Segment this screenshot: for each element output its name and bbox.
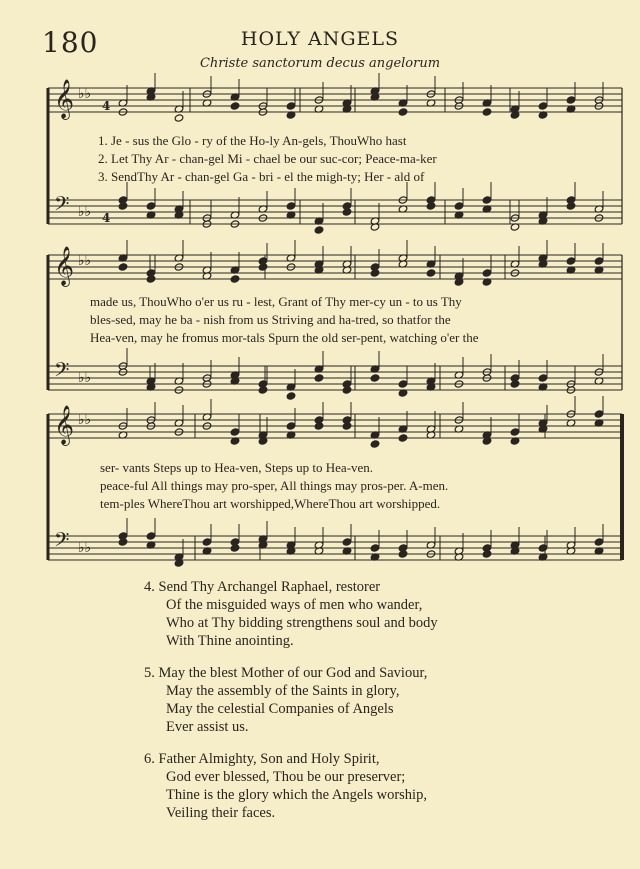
time-signature: 4: [102, 99, 111, 113]
note-head: [202, 538, 212, 546]
treble-clef-icon: 𝄞: [54, 79, 75, 119]
stanza-5: [144, 664, 438, 736]
bass-clef-icon: 𝄢: [54, 358, 70, 386]
lyric-line: made us, ThouWho o'er us ru - lest, Grant of Thy mer-cy un - to us Thy: [90, 294, 462, 309]
stanza-4: [144, 578, 438, 650]
note-head: [566, 257, 576, 265]
note-head: [454, 202, 464, 210]
note-head: [286, 422, 296, 430]
bass-clef-icon: 𝄢: [54, 528, 70, 556]
note-head: [230, 102, 240, 110]
flat-icon: ♭♭: [78, 370, 92, 386]
note-head: [370, 544, 380, 552]
flat-icon: ♭♭: [78, 540, 92, 556]
note-head: [594, 410, 604, 418]
note-head: [398, 380, 408, 388]
note-head: [230, 275, 240, 283]
stanza-line: Ever assist us.: [166, 719, 249, 735]
note-head: [594, 257, 604, 265]
note-head: [566, 96, 576, 104]
lyric-line: 1. Je - sus the Glo - ry of the Ho-ly An-gels, ThouWho hast: [98, 133, 407, 148]
note-head: [230, 428, 240, 436]
stanza-6: [144, 750, 438, 822]
note-head: [538, 102, 548, 110]
flat-icon: ♭♭: [78, 204, 92, 220]
stanza-line: 6. Father Almighty, Son and Holy Spirit,: [144, 751, 380, 767]
flat-icon: ♭♭: [78, 86, 92, 102]
lyric-line: tem-ples WhereThou art worshipped,WhereThou art worshipped.: [100, 496, 441, 511]
lyric-line: 3. SendThy Ar - chan-gel Ga - bri - el the migh-ty; Her - ald of: [98, 169, 425, 184]
note-head: [146, 202, 156, 210]
note-head: [314, 226, 324, 234]
note-head: [398, 434, 408, 442]
stanza-line: Of the misguided ways of men who wander,: [166, 597, 423, 613]
note-head: [398, 108, 408, 116]
lyric-line: ser- vants Steps up to Hea-ven, Steps up to Hea-ven.: [100, 460, 374, 475]
additional-verses: [144, 578, 438, 836]
treble-clef-icon: 𝄞: [54, 405, 75, 445]
note-head: [286, 102, 296, 110]
note-head: [538, 374, 548, 382]
note-head: [594, 538, 604, 546]
note-head: [370, 374, 380, 382]
hymn-title: HOLY ANGELS: [240, 28, 400, 50]
lyric-line: Hea-ven, may he fromus mor-tals Spurn the old ser-pent, watching o'er the: [90, 330, 479, 345]
note-head: [146, 532, 156, 540]
stanza-line: 5. May the blest Mother of our God and Saviour,: [144, 665, 428, 681]
page-number: 180: [42, 26, 99, 59]
lyric-line: 2. Let Thy Ar - chan-gel Mi - chael be our suc-cor; Peace-ma-ker: [98, 151, 437, 166]
note-head: [482, 269, 492, 277]
stanza-line: God ever blessed, Thou be our preserver;: [166, 769, 406, 785]
note-head: [370, 440, 380, 448]
stanza-line: May the assembly of the Saints in glory,: [166, 683, 400, 699]
lyric-line: bles-sed, may he ba - nish from us Striving and ha-tred, so thatfor the: [90, 312, 451, 327]
note-head: [482, 108, 492, 116]
note-head: [286, 392, 296, 400]
flat-icon: ♭♭: [78, 412, 92, 428]
note-head: [538, 544, 548, 552]
stanza-line: Thine is the glory which the Angels worship,: [166, 787, 427, 803]
stanza-line: May the celestial Companies of Angels: [166, 701, 394, 717]
latin-title: Christe sanctorum decus angelorum: [199, 56, 441, 71]
note-head: [286, 202, 296, 210]
note-head: [426, 269, 436, 277]
stanza-line: Veiling their faces.: [166, 805, 276, 821]
note-head: [342, 538, 352, 546]
note-head: [314, 374, 324, 382]
time-signature: 4: [102, 211, 111, 225]
note-head: [118, 263, 128, 271]
stanza-line: 4. Send Thy Archangel Raphael, restorer: [144, 579, 381, 595]
note-head: [510, 428, 520, 436]
stanza-line: With Thine anointing.: [166, 633, 294, 649]
note-head: [482, 196, 492, 204]
flat-icon: ♭♭: [78, 253, 92, 269]
note-head: [174, 114, 184, 122]
stanza-line: Who at Thy bidding strengthens soul and body: [166, 615, 438, 631]
lyric-line: peace-ful All things may pro-sper, All things may pros-per. A-men.: [100, 478, 449, 493]
treble-clef-icon: 𝄞: [54, 246, 75, 286]
bass-clef-icon: 𝄢: [54, 192, 70, 220]
